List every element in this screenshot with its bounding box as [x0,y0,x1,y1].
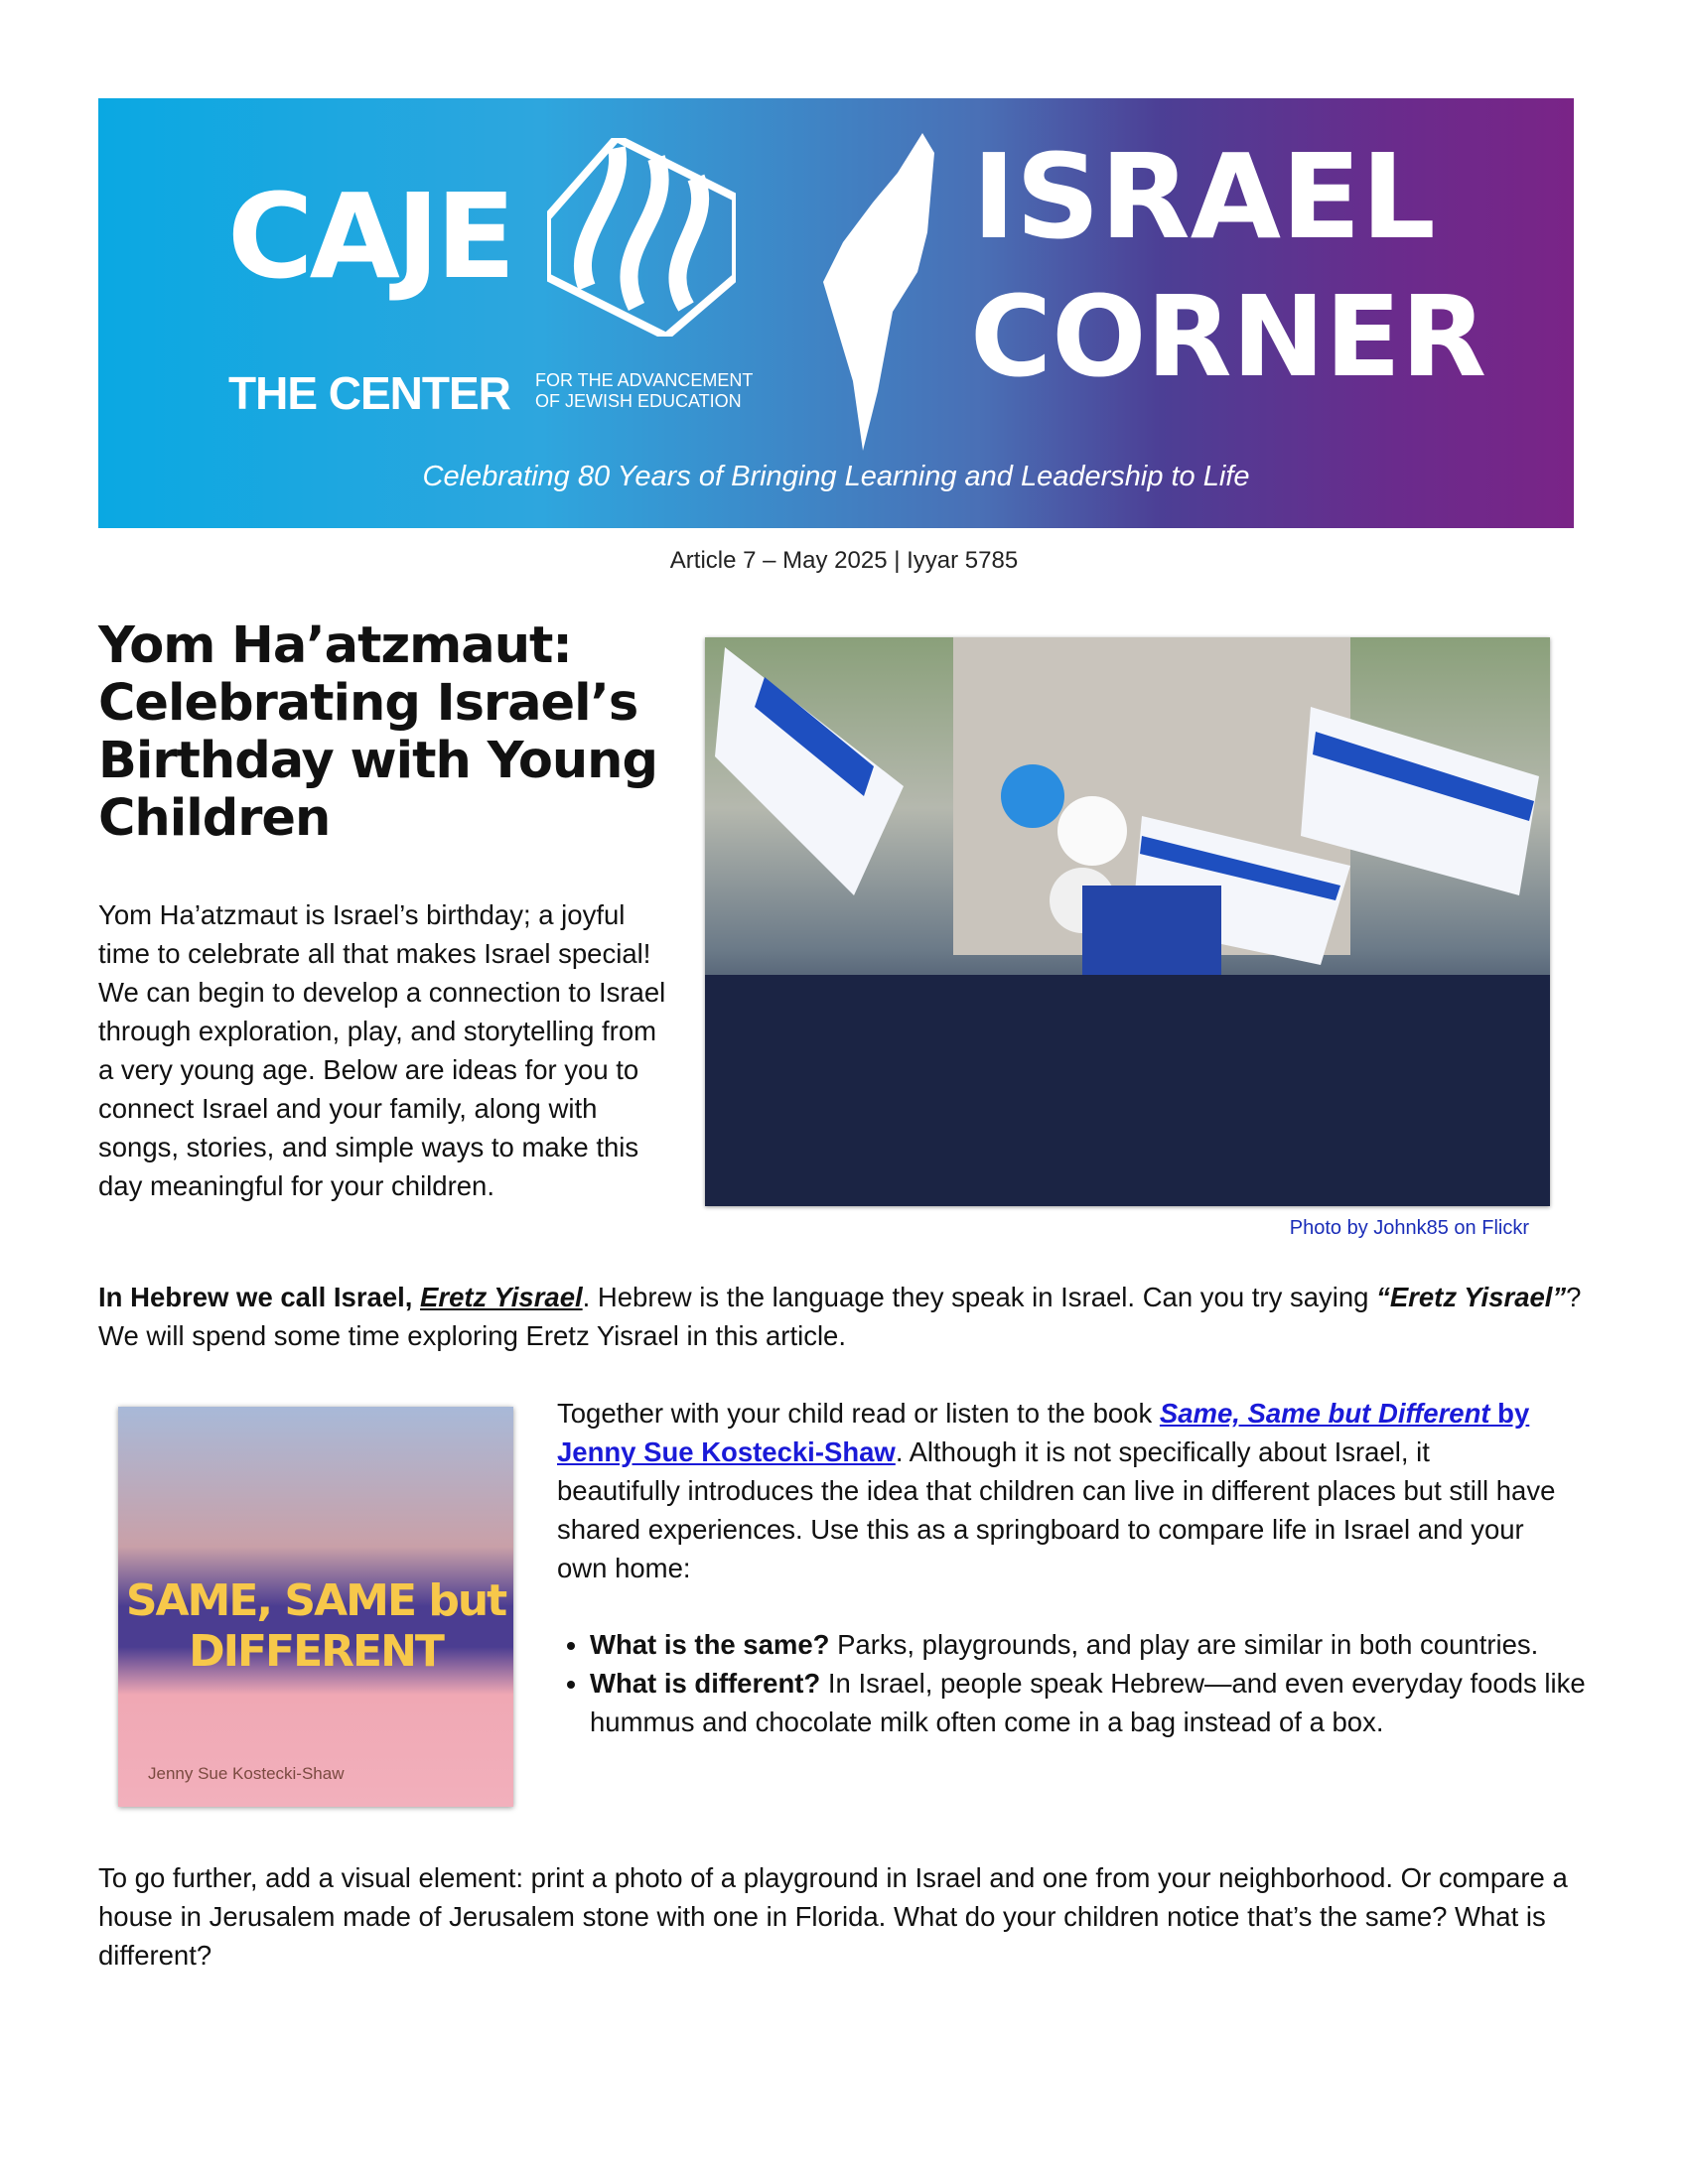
israel-map-icon [823,133,937,451]
book-link-title: Same, Same but Different [1159,1398,1490,1429]
book-link-author: by Jenny Sue Kostecki-Shaw [557,1398,1530,1467]
bullet-lead: What is different? [590,1668,821,1699]
list-item [590,1625,1613,1664]
book-text-after: . Although it is not specifically about Israel, it beautifully introduces the idea that children can live in different places but still have shared experiences. Use this as a springboard to compare life in Israel and your own home: [557,1436,1556,1583]
org-sub-line1: FOR THE ADVANCEMENT [535,370,754,390]
header-banner [98,98,1574,528]
comparison-list [557,1625,1613,1741]
book-paragraph [557,1394,1560,1587]
eretz-yisrael-quote: “Eretz Yisrael” [1376,1282,1567,1312]
list-item [590,1664,1613,1741]
flame-logo-icon [547,138,736,337]
flags-illustration [705,637,1550,1206]
bullet-text: Parks, playgrounds, and play are similar in both countries. [829,1629,1539,1660]
eretz-yisrael-term: Eretz Yisrael [420,1282,583,1312]
article-title: Yom Ha’atzmaut: Celebrating Israel’s Birthday with Young Children [98,616,657,848]
org-sub-line2: OF JEWISH EDUCATION [535,391,742,411]
intro-paragraph: Yom Ha’atzmaut is Israel’s birthday; a joyful time to celebrate all that makes Israel special! We can begin to develop a connection to Israel through exploration, play, and storytelling from a very young age. Below are ideas for you to connect Israel and your family, along with songs, stories, and simple ways to make this day meaningful for your children. [98,899,666,1201]
hebrew-lead: In Hebrew we call Israel, [98,1282,421,1312]
article-info: Article 7 – May 2025 | Iyyar 5785 [669,547,1019,574]
hebrew-text-2: ? We will spend some time exploring Eretz Yisrael in this article. [98,1282,1582,1351]
hebrew-text-1: . Hebrew is the language they speak in Israel. Can you try saying [582,1282,1377,1312]
book-cover-image [118,1407,513,1807]
book-cover-author: Jenny Sue Kostecki-Shaw [148,1764,345,1783]
hebrew-paragraph [98,1278,1588,1355]
bullet-text: In Israel, people speak Hebrew—and even everyday foods like hummus and chocolate milk often come in a bag instead of a box. [590,1668,1586,1737]
banner-tagline: Celebrating 80 Years of Bringing Learning and Leadership to Life [422,461,1250,492]
org-subtitle [535,370,753,412]
photo-caption[interactable]: Photo by Johnk85 on Flickr [1289,1217,1529,1239]
bullet-lead: What is the same? [590,1629,830,1660]
final-paragraph: To go further, add a visual element: print a photo of a playground in Israel and one from your neighborhood. Or compare a house in Jerusalem made of Jerusalem stone with one in Florida. What do your children notice that’s the same? What is different? [98,1862,1568,1971]
book-text-before: Together with your child read or listen to the book [557,1398,1160,1429]
parade-photo [705,637,1550,1206]
banner-title-line1: ISRAEL [972,128,1436,265]
caje-logo: CAJE [227,168,512,305]
book-cover-title: SAME, SAME but DIFFERENT [125,1575,506,1677]
org-name: THE CENTER [228,367,510,419]
banner-title-line2: CORNER [970,273,1487,402]
